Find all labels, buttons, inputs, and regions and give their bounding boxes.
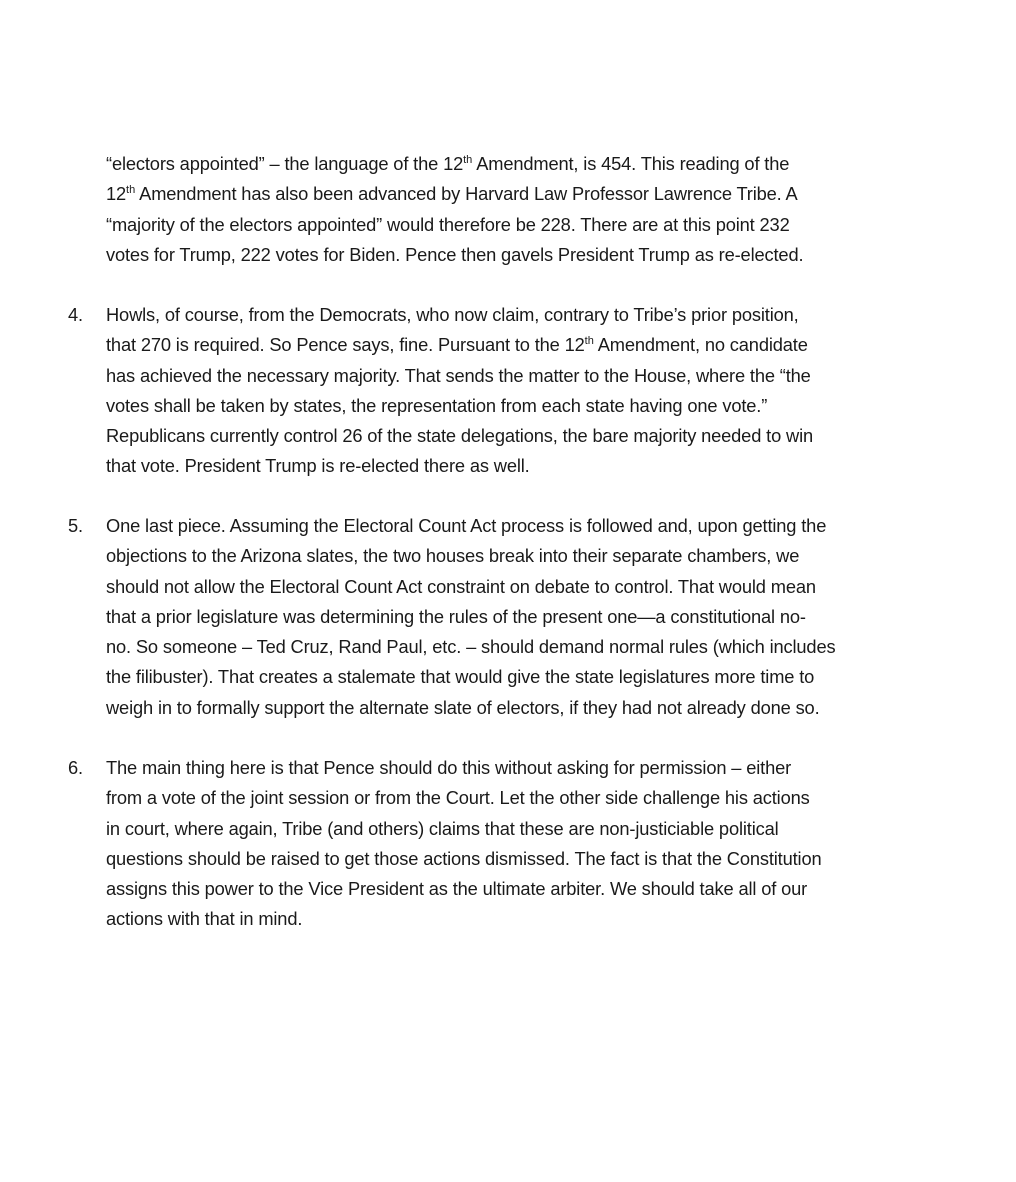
paragraph-line: assigns this power to the Vice President as the ultimate arbiter. We should take all of our [106,878,808,900]
paragraph-line: Howls, of course, from the Democrats, who now claim, contrary to Tribe’s prior position, [106,304,799,325]
paragraph-line: 12th Amendment has also been advanced by Harvard Law Professor Lawrence Tribe. A [106,183,798,205]
paragraph-line: in court, where again, Tribe (and others) claims that these are non-justiciable political [106,817,779,839]
paragraph-line: The main thing here is that Pence should do this without asking for permission – either [106,757,792,778]
paragraph-line: objections to the Arizona slates, the two houses break into their separate chambers, we [106,545,800,567]
paragraph-line: Republicans currently control 26 of the state delegations, the bare majority needed to win [106,425,814,447]
paragraph-line: no. So someone – Ted Cruz, Rand Paul, etc. – should demand normal rules (which includes [106,636,836,658]
paragraph-line: votes for Trump, 222 votes for Biden. Pence then gavels President Trump as re-elected. [106,243,804,265]
superscript: th [463,154,473,166]
paragraph-line: actions with that in mind. [106,908,303,930]
list-item-number: 5. [68,515,83,536]
list-item-5 [68,511,956,723]
paragraph-line: the filibuster). That creates a stalemate that would give the state legislatures more time to [106,666,815,688]
paragraph-line: One last piece. Assuming the Electoral Count Act process is followed and, upon getting the [106,515,827,536]
paragraph-line: has achieved the necessary majority. That sends the matter to the House, where the “the [106,364,811,386]
list-item-6 [68,753,956,935]
list-item-4 [68,300,956,482]
paragraph-line: “electors appointed” – the language of the 12th Amendment, is 454. This reading of the [106,153,790,174]
paragraph-line: that 270 is required. So Pence says, fine. Pursuant to the 12th Amendment, no candidate [106,334,808,356]
list-item-number: 4. [68,304,83,325]
paragraph-line: from a vote of the joint session or from the Court. Let the other side challenge his actions [106,787,810,809]
paragraph-line: that a prior legislature was determining the rules of the present one—a constitutional no- [106,605,806,627]
list-item-number: 6. [68,757,83,778]
paragraph-line: should not allow the Electoral Count Act constraint on debate to control. That would mean [106,575,816,597]
paragraph-line: votes shall be taken by states, the representation from each state having one vote.” [106,394,768,416]
paragraph-line: weigh in to formally support the alternate slate of electors, if they had not already done so. [106,696,820,718]
paragraph-line: questions should be raised to get those actions dismissed. The fact is that the Constitution [106,847,822,869]
paragraph-line: that vote. President Trump is re-elected there as well. [106,455,530,477]
paragraph-line: “majority of the electors appointed” would therefore be 228. There are at this point 232 [106,213,790,235]
superscript: th [126,184,136,197]
intro-paragraph [106,149,956,270]
superscript: th [584,335,594,348]
